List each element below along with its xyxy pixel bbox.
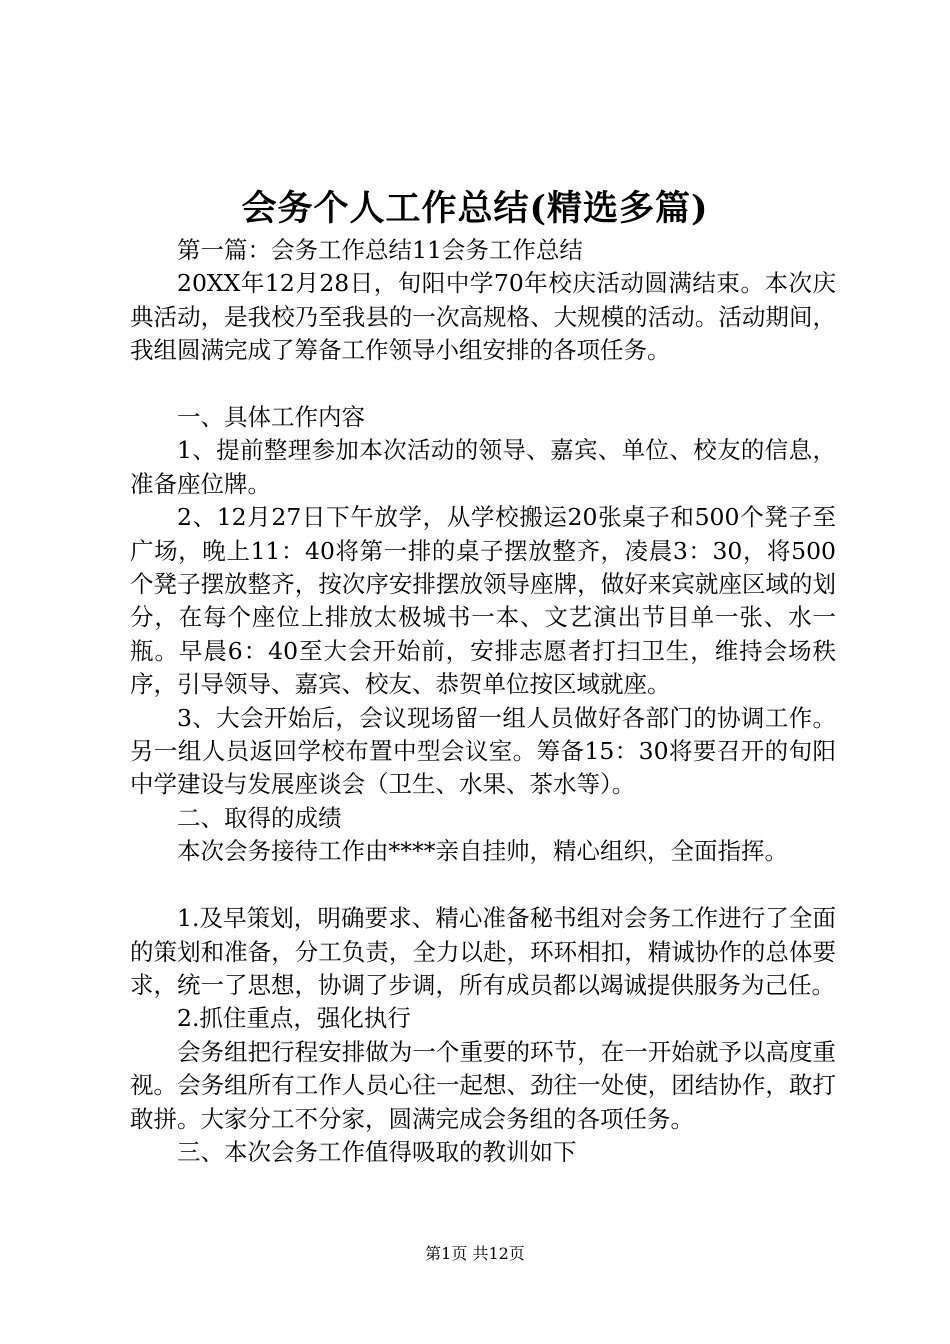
section-heading-1: 一、具体工作内容	[177, 403, 365, 432]
work-item-3: 3、大会开始后，会议现场留一组人员做好各部门的协调工作。另一组人员返回学校布置中型会议室。筹备15：30将要召开的旬阳中学建设与发展座谈会（卫生、水果、茶水等）。	[130, 703, 836, 799]
work-item-2: 2、12月27日下午放学，从学校搬运20张桌子和500个凳子至广场，晚上11：40将第一排的桌子摆放整齐，凌晨3：30，将500个凳子摆放整齐，按次序安排摆放领导座牌，做好来宾就座区域的划分，在每个座位上排放太极城书一本、文艺演出节目单一张、水一瓶。早晨6：40至大会开始前，安排志愿者打扫卫生，维持会场秩序，引导领导、嘉宾、校友、恭贺单位按区域就座。	[130, 503, 836, 699]
document-title: 会务个人工作总结(精选多篇)	[241, 188, 709, 229]
section-heading-2: 二、取得的成绩	[177, 803, 342, 832]
intro-paragraph: 20XX年12月28日，旬阳中学70年校庆活动圆满结束。本次庆典活动，是我校乃至我县的一次高规格、大规模的活动。活动期间，我组圆满完成了筹备工作领导小组安排的各项任务。	[130, 269, 836, 365]
page-footer: 第1页 共12页	[425, 1244, 525, 1263]
document-body	[130, 234, 836, 1169]
achievement-intro: 本次会务接待工作由****亲自挂帅，精心组织，全面指挥。	[177, 837, 788, 866]
achievement-item-2-body: 会务组把行程安排做为一个重要的环节，在一开始就予以高度重视。会务组所有工作人员心往一起想、劲往一处使，团结协作，敢打敢拼。大家分工不分家，圆满完成会务组的各项任务。	[130, 1037, 836, 1133]
work-item-1: 1、提前整理参加本次活动的领导、嘉宾、单位、校友的信息，准备座位牌。	[130, 436, 836, 498]
achievement-item-1: 1.及早策划，明确要求、精心准备秘书组对会务工作进行了全面的策划和准备，分工负责，全力以赴，环环相扣，精诚协作的总体要求，统一了思想，协调了步调，所有成员都以竭诚提供服务为己任。	[130, 904, 836, 999]
section-heading-3: 三、本次会务工作值得吸取的教训如下	[177, 1137, 577, 1166]
chapter-heading: 第一篇：会务工作总结11会务工作总结	[177, 236, 583, 264]
achievement-item-2-heading: 2.抓住重点，强化执行	[177, 1004, 411, 1033]
